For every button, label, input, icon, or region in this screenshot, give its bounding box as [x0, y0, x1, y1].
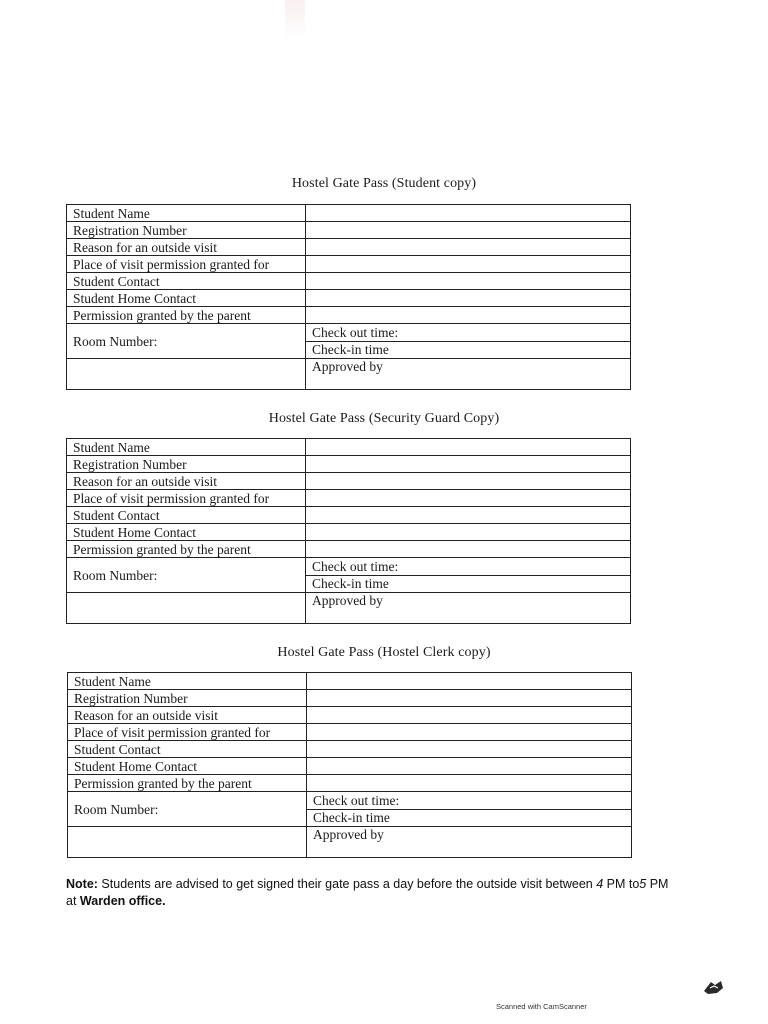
- field-label: Reason for an outside visit: [68, 707, 307, 724]
- field-label: Place of visit permission granted for: [67, 256, 306, 273]
- warden-office: Warden office.: [79, 894, 166, 908]
- field-value-blank: [307, 690, 632, 707]
- field-value-blank: [306, 524, 631, 541]
- field-label: Registration Number: [67, 222, 306, 239]
- field-value-blank: [307, 775, 632, 792]
- scanner-watermark: Scanned with CamScanner: [496, 1002, 587, 1011]
- field-value-blank: [306, 456, 631, 473]
- field-value-blank: [307, 724, 632, 741]
- check-out-time-label: Check out time:: [306, 324, 631, 342]
- gate-pass-form: [67, 672, 632, 858]
- field-label: Student Name: [68, 673, 307, 690]
- field-label: Reason for an outside visit: [67, 239, 306, 256]
- field-value-blank: [306, 490, 631, 507]
- field-value-blank: [307, 707, 632, 724]
- approved-by-label: Approved by: [306, 359, 631, 390]
- handwritten-start-time: 4: [596, 877, 604, 891]
- note-text: PM at: [66, 877, 669, 908]
- approved-by-label: Approved by: [306, 593, 631, 624]
- field-label: Student Contact: [67, 507, 306, 524]
- gate-pass-form: [66, 204, 631, 390]
- note-text: PM to: [603, 877, 640, 891]
- room-number-label: Room Number:: [67, 558, 306, 593]
- field-value-blank: [307, 758, 632, 775]
- field-label: Student Contact: [68, 741, 307, 758]
- field-value-blank: [306, 307, 631, 324]
- gate-pass-form: [66, 438, 631, 624]
- field-label: Permission granted by the parent: [67, 541, 306, 558]
- note-label: Note:: [66, 877, 98, 891]
- field-label: Permission granted by the parent: [68, 775, 307, 792]
- field-value-blank: [306, 256, 631, 273]
- field-label: Student Home Contact: [68, 758, 307, 775]
- field-label: Student Name: [67, 439, 306, 456]
- field-value-blank: [67, 593, 306, 624]
- field-label: Student Name: [67, 205, 306, 222]
- camscanner-logo-icon: [702, 979, 724, 995]
- pass-title: Hostel Gate Pass (Hostel Clerk copy): [277, 645, 491, 660]
- field-value-blank: [306, 439, 631, 456]
- note-paragraph: [66, 876, 676, 910]
- pass-title: Hostel Gate Pass (Security Guard Copy): [268, 411, 500, 426]
- check-in-time-label: Check-in time: [306, 575, 631, 593]
- field-label: Place of visit permission granted for: [68, 724, 307, 741]
- field-value-blank: [306, 541, 631, 558]
- check-out-time-label: Check out time:: [306, 558, 631, 576]
- field-label: Permission granted by the parent: [67, 307, 306, 324]
- room-number-label: Room Number:: [67, 324, 306, 359]
- field-value-blank: [67, 359, 306, 390]
- field-value-blank: [68, 827, 307, 858]
- approved-by-label: Approved by: [307, 827, 632, 858]
- field-value-blank: [306, 273, 631, 290]
- handwritten-end-time: 5: [639, 877, 647, 891]
- field-value-blank: [306, 222, 631, 239]
- check-in-time-label: Check-in time: [307, 809, 632, 827]
- check-in-time-label: Check-in time: [306, 341, 631, 359]
- field-label: Student Home Contact: [67, 290, 306, 307]
- check-out-time-label: Check out time:: [307, 792, 632, 810]
- room-number-label: Room Number:: [68, 792, 307, 827]
- field-value-blank: [306, 205, 631, 222]
- field-label: Place of visit permission granted for: [67, 490, 306, 507]
- field-value-blank: [307, 741, 632, 758]
- field-value-blank: [306, 239, 631, 256]
- field-value-blank: [307, 673, 632, 690]
- field-label: Reason for an outside visit: [67, 473, 306, 490]
- field-label: Student Home Contact: [67, 524, 306, 541]
- field-label: Registration Number: [68, 690, 307, 707]
- field-value-blank: [306, 507, 631, 524]
- pass-title: Hostel Gate Pass (Student copy): [291, 176, 477, 191]
- field-value-blank: [306, 290, 631, 307]
- field-value-blank: [306, 473, 631, 490]
- scan-smudge: [285, 0, 305, 40]
- note-text: Students are advised to get signed their gate pass a day before the outside visit between: [97, 877, 597, 891]
- field-label: Student Contact: [67, 273, 306, 290]
- field-label: Registration Number: [67, 456, 306, 473]
